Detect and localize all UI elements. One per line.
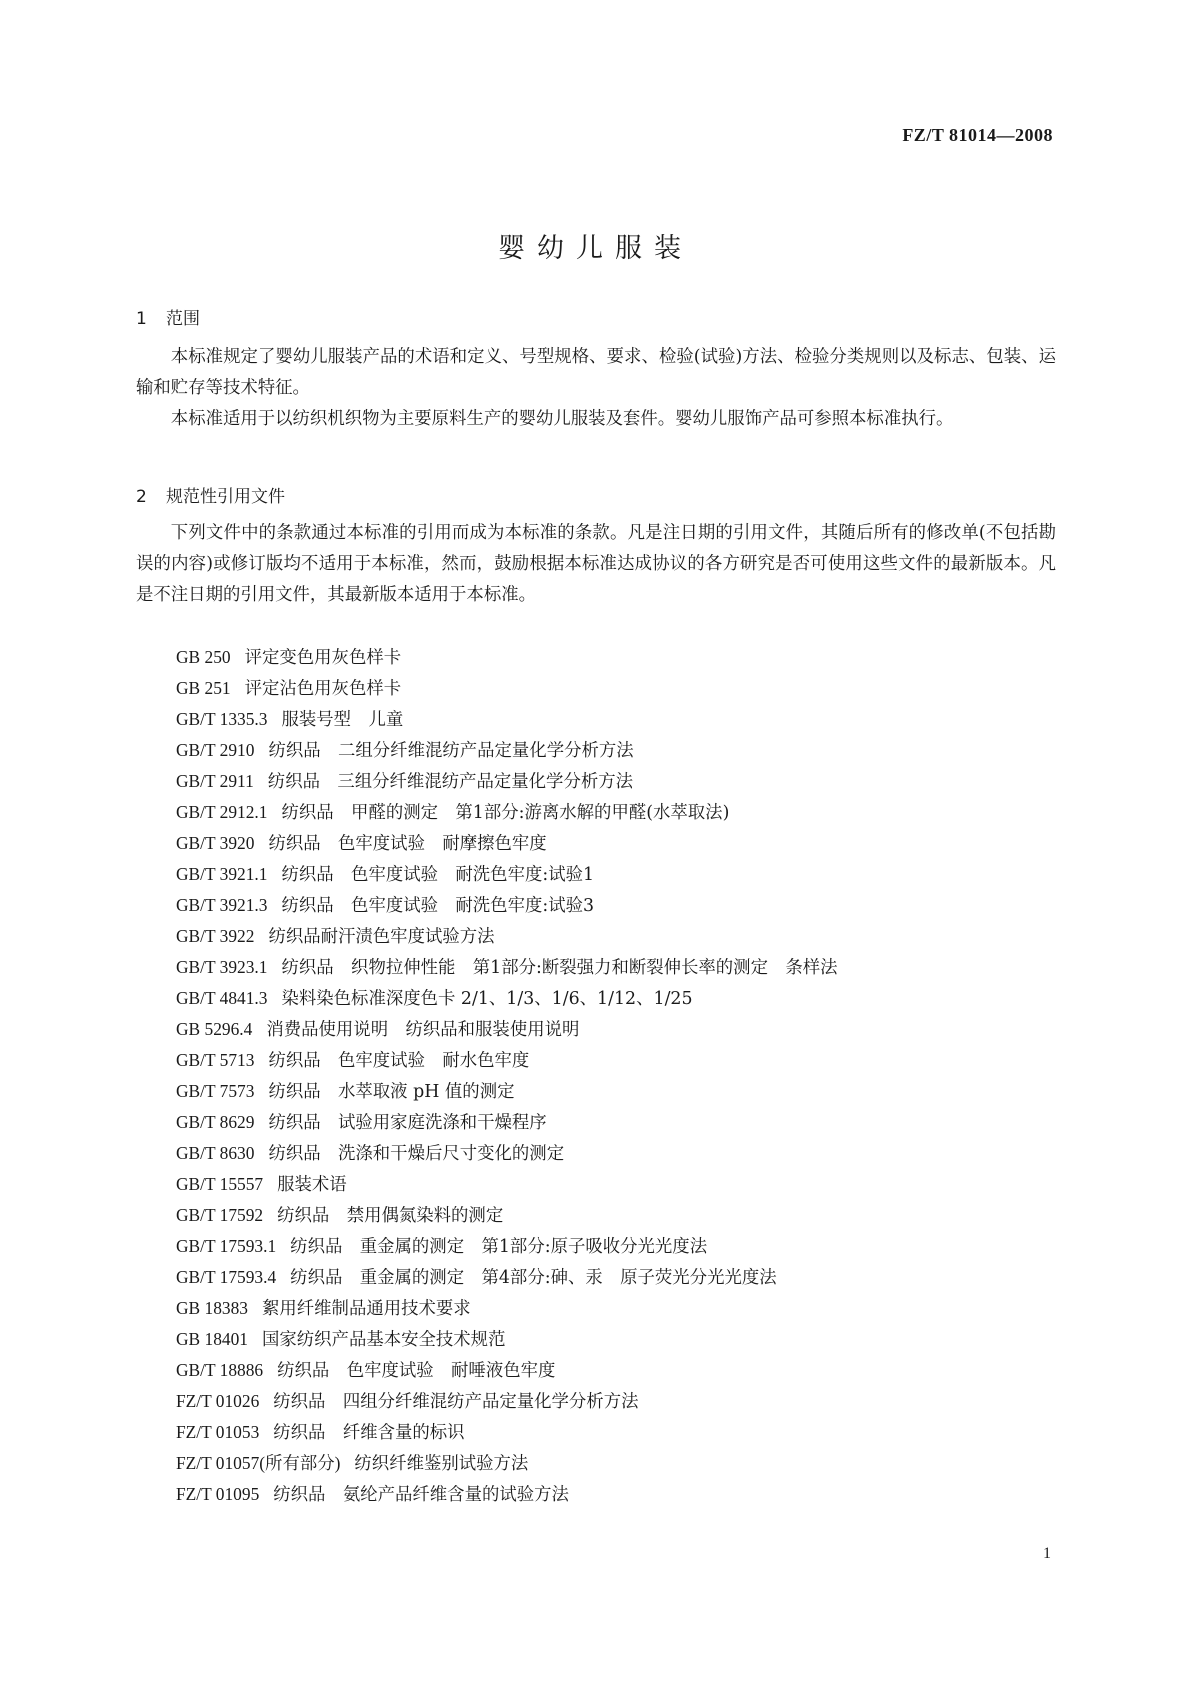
reference-title: 纺织品 色牢度试验 耐摩擦色牢度 [268,834,547,854]
reference-item [176,1014,838,1045]
section-heading-scope [136,304,200,329]
reference-item [176,1448,838,1479]
reference-code: GB/T 3921.1 [176,864,268,884]
reference-title: 纺织品 色牢度试验 耐洗色牢度:试验1 [281,865,595,885]
reference-item [176,1107,838,1138]
reference-item [176,704,838,735]
section-heading-normative-references [136,482,285,507]
section-title: 范围 [166,309,200,329]
reference-code: GB/T 15557 [176,1174,264,1194]
reference-item [176,1138,838,1169]
reference-code: GB 250 [176,647,231,667]
reference-code: GB/T 17593.4 [176,1267,277,1287]
reference-code: GB/T 17592 [176,1205,264,1225]
reference-code: GB/T 3920 [176,833,255,853]
reference-item [176,1324,838,1355]
reference-title: 纺织品 三组分纤维混纺产品定量化学分析方法 [267,772,634,792]
standard-number: FZ/T 81014—2008 [902,125,1053,145]
reference-code: GB/T 3922 [176,926,255,946]
reference-title: 纺织品 色牢度试验 耐水色牢度 [268,1051,530,1071]
paragraph-scope-1: 本标准规定了婴幼儿服装产品的术语和定义、号型规格、要求、检验(试验)方法、检验分类规则以及标志、包装、运输和贮存等技术特征。 [136,347,1056,398]
reference-title: 评定沾色用灰色样卡 [244,679,402,699]
reference-code: GB 251 [176,678,231,698]
section-number: 2 [136,487,147,507]
reference-item [176,1293,838,1324]
reference-list [176,642,838,1510]
reference-item [176,766,838,797]
reference-item [176,859,838,890]
reference-item [176,1200,838,1231]
reference-item [176,890,838,921]
reference-item [176,1417,838,1448]
reference-code: FZ/T 01095 [176,1484,260,1504]
reference-title: 消费品使用说明 纺织品和服装使用说明 [266,1020,580,1040]
reference-item [176,1355,838,1386]
reference-code: GB/T 3923.1 [176,957,268,977]
reference-title: 纺织品 水萃取液 pH 值的测定 [268,1082,515,1102]
reference-code: GB/T 17593.1 [176,1236,277,1256]
reference-title: 纺织品 纤维含量的标识 [273,1423,465,1443]
reference-item [176,735,838,766]
reference-code: GB/T 2911 [176,771,254,791]
reference-code: FZ/T 01053 [176,1422,260,1442]
reference-item [176,921,838,952]
reference-item [176,828,838,859]
reference-code: GB/T 2910 [176,740,255,760]
reference-title: 纺织品 重金属的测定 第1部分:原子吸收分光光度法 [290,1237,708,1257]
reference-code: GB/T 8630 [176,1143,255,1163]
reference-item [176,1045,838,1076]
paragraph-scope-2: 本标准适用于以纺织机织物为主要原料生产的婴幼儿服装及套件。婴幼儿服饰产品可参照本标准执行。 [170,409,954,429]
reference-code: GB/T 1335.3 [176,709,268,729]
document-title: 婴幼儿服装 [498,233,693,264]
reference-code: GB/T 8629 [176,1112,255,1132]
reference-title: 纺织品 试验用家庭洗涤和干燥程序 [268,1113,547,1133]
section-number: 1 [136,309,147,329]
reference-title: 纺织品耐汗渍色牢度试验方法 [268,927,495,947]
reference-code: GB 5296.4 [176,1019,253,1039]
reference-item [176,1076,838,1107]
reference-code: GB/T 18886 [176,1360,264,1380]
reference-title: 纺织品 氨纶产品纤维含量的试验方法 [273,1485,569,1505]
reference-item [176,642,838,673]
reference-title: 国家纺织产品基本安全技术规范 [261,1330,506,1350]
paragraph-references-intro: 下列文件中的条款通过本标准的引用而成为本标准的条款。凡是注日期的引用文件，其随后所有的修改单(不包括勘误的内容)或修订版均不适用于本标准，然而，鼓励根据本标准达成协议的各方研究是否可使用这些文件的最新版本。凡是不注日期的引用文件，其最新版本适用于本标准。 [136,523,1056,605]
reference-title: 服装术语 [277,1175,347,1195]
reference-title: 纺织品 禁用偶氮染料的测定 [277,1206,504,1226]
reference-item [176,1386,838,1417]
reference-code: GB 18383 [176,1298,248,1318]
reference-item [176,1479,838,1510]
reference-title: 纺织品 织物拉伸性能 第1部分:断裂强力和断裂伸长率的测定 条样法 [281,958,838,978]
reference-code: GB/T 5713 [176,1050,255,1070]
reference-code: FZ/T 01026 [176,1391,260,1411]
reference-title: 纺织品 二组分纤维混纺产品定量化学分析方法 [268,741,634,761]
reference-title: 纺织品 洗涤和干燥后尺寸变化的测定 [268,1144,565,1164]
reference-code: GB/T 3921.3 [176,895,268,915]
reference-title: 纺织品 色牢度试验 耐洗色牢度:试验3 [281,896,595,916]
reference-title: 纺织品 四组分纤维混纺产品定量化学分析方法 [273,1392,639,1412]
reference-code: FZ/T 01057(所有部分) [176,1453,341,1473]
reference-code: GB/T 4841.3 [176,988,268,1008]
page-number: 1 [1043,1545,1051,1562]
reference-item [176,1231,838,1262]
reference-title: 染料染色标准深度色卡 2/1、1/3、1/6、1/12、1/25 [281,989,693,1009]
reference-title: 纺织品 甲醛的测定 第1部分:游离水解的甲醛(水萃取法) [281,803,730,823]
reference-title: 絮用纤维制品通用技术要求 [261,1299,471,1319]
reference-title: 评定变色用灰色样卡 [244,648,402,668]
reference-code: GB/T 7573 [176,1081,255,1101]
reference-item [176,673,838,704]
reference-item [176,983,838,1014]
reference-item [176,797,838,828]
reference-code: GB/T 2912.1 [176,802,268,822]
reference-title: 纺织品 重金属的测定 第4部分:砷、汞 原子荧光分光光度法 [290,1268,777,1288]
reference-code: GB 18401 [176,1329,248,1349]
reference-title: 纺织纤维鉴别试验方法 [354,1454,529,1474]
reference-item [176,952,838,983]
section-title: 规范性引用文件 [166,487,285,507]
reference-title: 纺织品 色牢度试验 耐唾液色牢度 [277,1361,556,1381]
reference-title: 服装号型 儿童 [281,710,404,730]
reference-item [176,1262,838,1293]
reference-item [176,1169,838,1200]
